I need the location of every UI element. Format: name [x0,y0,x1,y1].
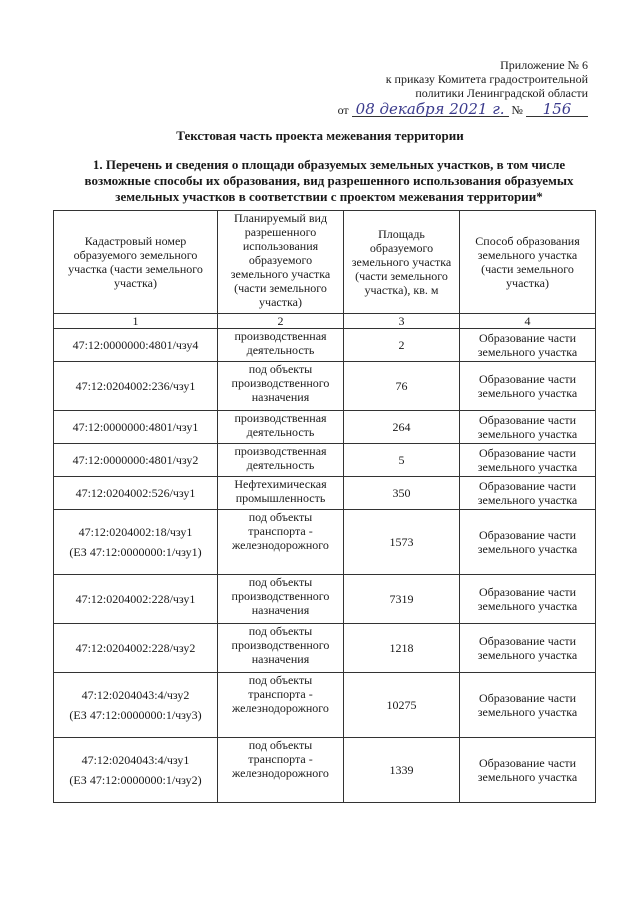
table-row [54,575,596,624]
unified-parcel-note: (ЕЗ 47:12:0000000:1/чзу3) [69,708,202,722]
method-cell: Образование части земельного участка [460,444,596,477]
area-cell: 2 [344,329,460,362]
cadastral-number: 47:12:0204002:18/чзу1 [78,525,193,539]
use-cell: под объекты производственного назначения [218,575,344,624]
table-row [54,624,596,673]
cadastral-number: 47:12:0204043:4/чзу1 [81,753,190,767]
cadastral-cell [54,673,218,738]
area-cell: 1218 [344,624,460,673]
method-cell: Образование части земельного участка [460,477,596,510]
table-row [54,362,596,411]
table-row [54,510,596,575]
table-row [54,738,596,803]
use-cell: производственная деятельность [218,329,344,362]
method-cell: Образование части земельного участка [460,624,596,673]
cadastral-cell: 47:12:0204002:526/чзу1 [54,477,218,510]
unified-parcel-note: (ЕЗ 47:12:0000000:1/чзу1) [69,545,202,559]
section-title: 1. Перечень и сведения о площади образуемых земельных участков, в том числе возможные способы их образования, вид разрешенного использования образуемых земельных участков в соответствии с проектом межевания территории* [84,157,574,204]
cadastral-cell: 47:12:0000000:4801/чзу4 [54,329,218,362]
area-cell: 264 [344,411,460,444]
use-cell: под объекты производственного назначения [218,362,344,411]
method-cell: Образование части земельного участка [460,575,596,624]
column-number: 1 [54,314,218,329]
annex-order-line: к приказу Комитета градостроительной [385,72,588,86]
header-method: Способ образования земельного участка (части земельного участка) [460,211,596,314]
area-cell: 350 [344,477,460,510]
method-cell: Образование части земельного участка [460,738,596,803]
table-row [54,477,596,510]
method-cell: Образование части земельного участка [460,362,596,411]
table-row [54,444,596,477]
area-cell: 5 [344,444,460,477]
cadastral-cell [54,510,218,575]
cadastral-cell [54,738,218,803]
area-cell: 7319 [344,575,460,624]
method-cell: Образование части земельного участка [460,673,596,738]
column-number-row [54,314,596,329]
use-cell: производственная деятельность [218,444,344,477]
area-cell: 10275 [344,673,460,738]
header-use: Планируемый вид разрешенного использования образуемого земельного участка (части земельного участка) [218,211,344,314]
unified-parcel-note: (ЕЗ 47:12:0000000:1/чзу2) [69,773,202,787]
column-number: 3 [344,314,460,329]
cadastral-cell: 47:12:0204002:236/чзу1 [54,362,218,411]
table-row [54,411,596,444]
method-cell: Образование части земельного участка [460,329,596,362]
use-cell: под объекты транспорта - железнодорожного [218,510,344,575]
cadastral-cell: 47:12:0000000:4801/чзу1 [54,411,218,444]
method-cell: Образование части земельного участка [460,411,596,444]
annex-number: Приложение № 6 [500,58,588,72]
number-label: № [511,103,523,117]
cadastral-cell: 47:12:0204002:228/чзу2 [54,624,218,673]
use-cell: под объекты транспорта - железнодорожного [218,673,344,738]
area-cell: 1339 [344,738,460,803]
method-cell: Образование части земельного участка [460,510,596,575]
table-row [54,673,596,738]
cadastral-cell: 47:12:0000000:4801/чзу2 [54,444,218,477]
handwritten-number: 156 [526,102,588,117]
area-cell: 1573 [344,510,460,575]
use-cell: под объекты транспорта - железнодорожного [218,738,344,803]
header-area: Площадь образуемого земельного участка (части земельного участка), кв. м [344,211,460,314]
area-cell: 76 [344,362,460,411]
table-header-row [54,211,596,314]
parcels-table [53,210,596,803]
column-number: 2 [218,314,344,329]
cadastral-cell: 47:12:0204002:228/чзу1 [54,575,218,624]
annex-date-line [338,102,588,117]
table-row [54,329,596,362]
header-cadastral: Кадастровый номер образуемого земельного участка (части земельного участка) [54,211,218,314]
annex-block [338,58,588,117]
annex-committee-line: политики Ленинградской области [415,86,588,100]
use-cell: под объекты производственного назначения [218,624,344,673]
cadastral-number: 47:12:0204043:4/чзу2 [81,688,190,702]
from-label: от [337,103,349,117]
handwritten-date: 08 декабря 2021 г. [352,102,509,117]
column-number: 4 [460,314,596,329]
use-cell: Нефтехимическая промышленность [218,477,344,510]
document-title: Текстовая часть проекта межевания территории [176,128,464,143]
use-cell: производственная деятельность [218,411,344,444]
